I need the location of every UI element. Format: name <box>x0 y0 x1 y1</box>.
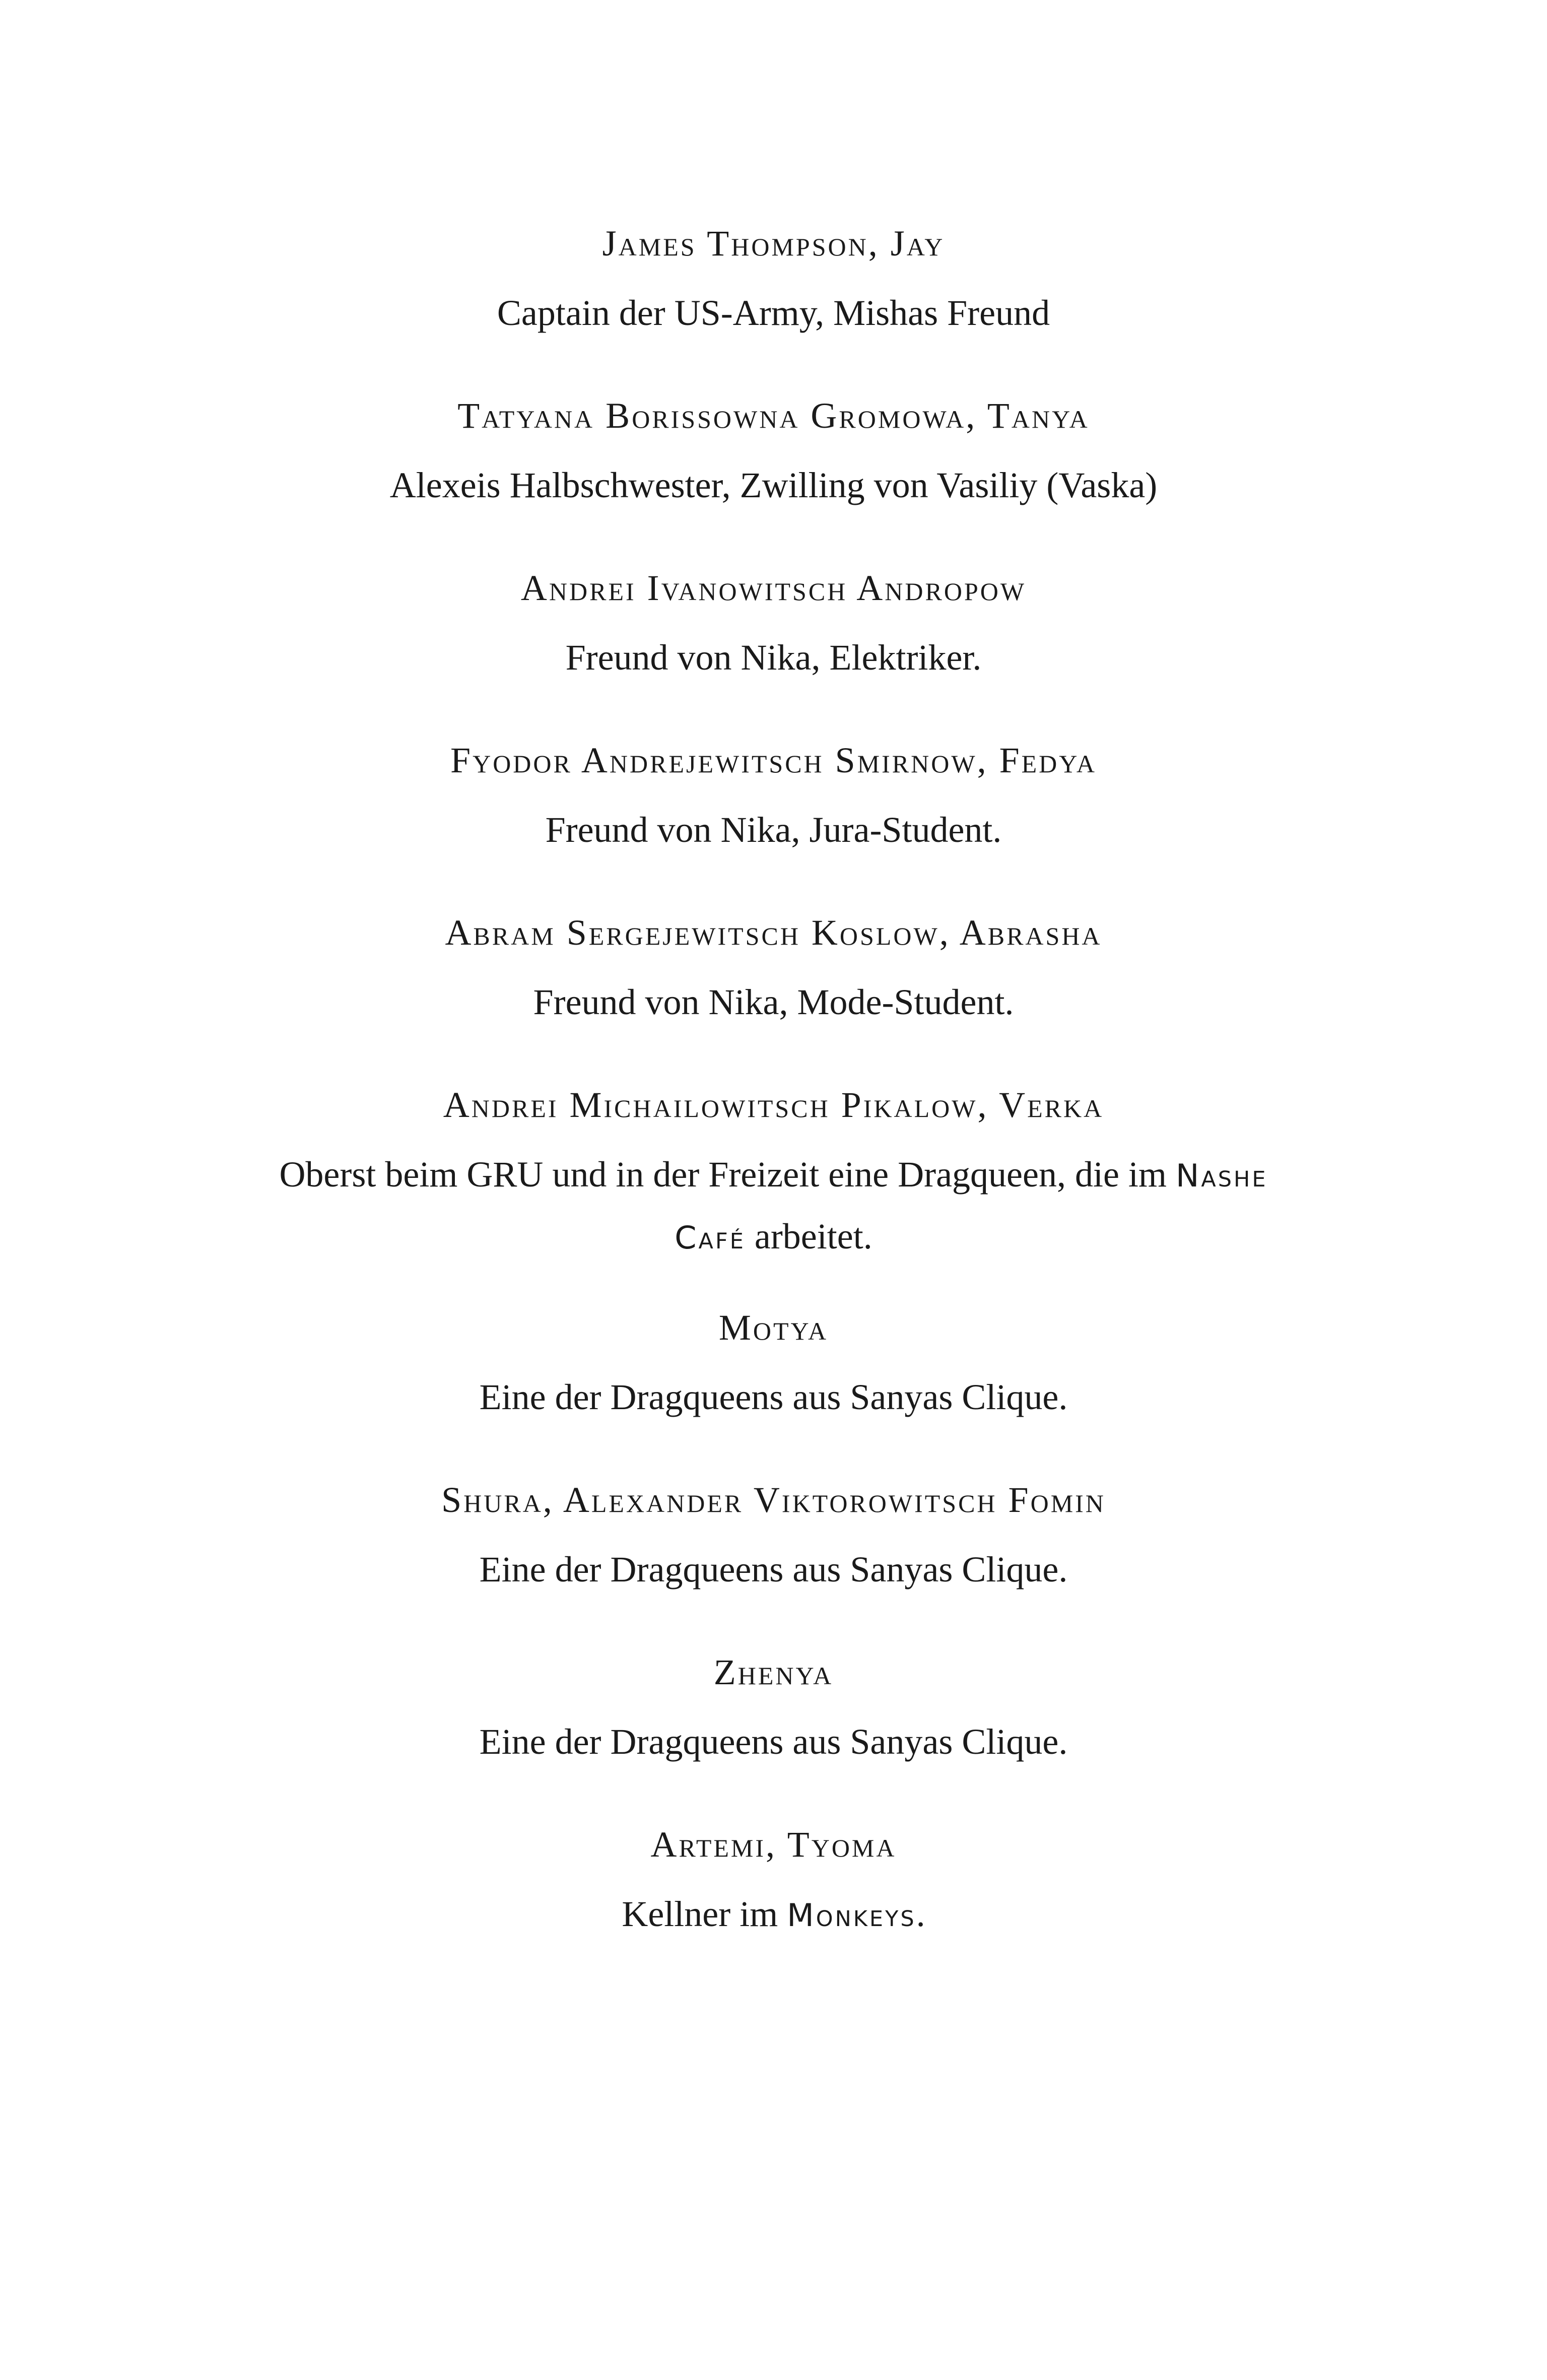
venue-name: Monkeys <box>787 1897 916 1934</box>
character-entry <box>245 1303 1303 1427</box>
character-entry <box>245 219 1303 343</box>
character-entry <box>245 1820 1303 1946</box>
character-entry <box>245 1081 1303 1268</box>
character-description <box>245 1144 1303 1268</box>
character-description <box>245 1884 1303 1946</box>
character-name: Zhenya <box>713 1652 834 1692</box>
character-entry <box>245 391 1303 515</box>
character-description: Eine der Dragqueens aus Sanyas Clique. <box>479 1549 1068 1590</box>
description-text: Oberst beim GRU und in der Freizeit eine Dragqueen, die im <box>279 1154 1176 1195</box>
character-name: Artemi, Tyoma <box>650 1824 897 1865</box>
character-description: Freund von Nika, Jura-Student. <box>545 810 1002 850</box>
character-description: Freund von Nika, Elektriker. <box>565 637 982 678</box>
character-name: Shura, Alexander Viktorowitsch Fomin <box>441 1480 1106 1520</box>
character-name: Andrei Ivanowitsch Andropow <box>520 568 1027 608</box>
venue-name: Nashe Café <box>675 1157 1268 1256</box>
description-text: Kellner im <box>622 1894 787 1934</box>
description-text: . <box>916 1894 925 1934</box>
character-name: James Thompson, Jay <box>602 223 945 263</box>
character-description: Captain der US-Army, Mishas Freund <box>497 293 1050 333</box>
character-name: Tatyana Borissowna Gromowa, Tanya <box>457 395 1090 436</box>
character-name: Abram Sergejewitsch Koslow, Abrasha <box>445 912 1102 953</box>
character-entry <box>245 908 1303 1032</box>
character-entry <box>245 1476 1303 1600</box>
character-description: Alexeis Halbschwester, Zwilling von Vasiliy (Vaska) <box>389 465 1158 505</box>
character-description: Eine der Dragqueens aus Sanyas Clique. <box>479 1377 1068 1417</box>
character-description: Freund von Nika, Mode-Student. <box>533 982 1014 1022</box>
character-name: Motya <box>718 1307 829 1348</box>
character-entry <box>245 564 1303 688</box>
character-entry <box>245 1648 1303 1772</box>
character-entry <box>245 736 1303 860</box>
character-name: Andrei Michailowitsch Pikalow, Verka <box>443 1085 1104 1125</box>
character-description: Eine der Dragqueens aus Sanyas Clique. <box>479 1722 1068 1762</box>
character-list <box>0 219 1547 1994</box>
character-name: Fyodor Andrejewitsch Smirnow, Fedya <box>450 740 1097 780</box>
description-text: arbeitet. <box>745 1216 872 1257</box>
